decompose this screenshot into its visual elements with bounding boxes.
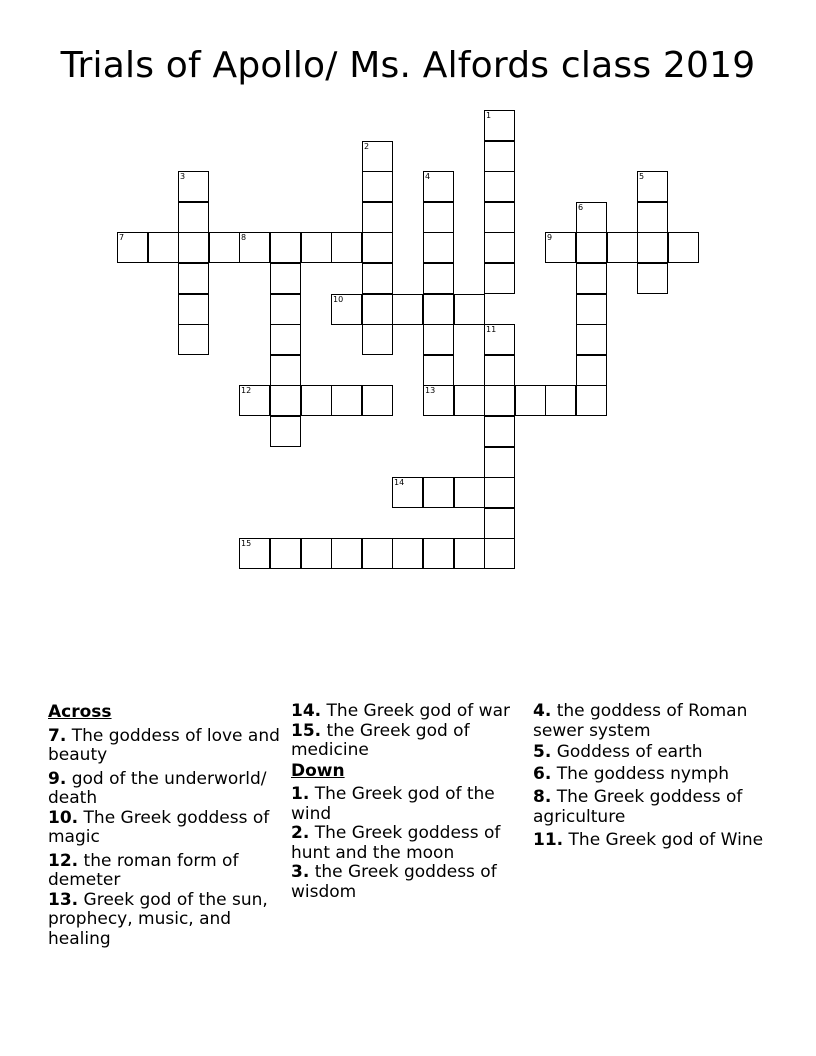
grid-cell[interactable] (423, 232, 454, 263)
grid-cell[interactable] (484, 508, 515, 539)
grid-cell[interactable] (484, 141, 515, 172)
clue-text: the goddess of Roman sewer system (533, 701, 748, 741)
clue-text: god of the underworld/ death (48, 768, 267, 808)
grid-cell[interactable] (239, 385, 270, 416)
clue-number: 3. (291, 862, 310, 882)
clue-down-2 (291, 824, 527, 863)
grid-cell[interactable] (239, 538, 270, 569)
grid-cell[interactable] (423, 171, 454, 202)
clue-down-6 (533, 765, 769, 785)
clue-number: 9. (48, 768, 67, 789)
grid-cell[interactable] (423, 477, 454, 508)
grid-cell[interactable] (117, 232, 148, 263)
clue-number-label: 14 (394, 478, 405, 487)
clue-number-label: 3 (180, 172, 186, 181)
clue-column-3 (533, 702, 769, 851)
grid-cell[interactable] (484, 110, 515, 141)
grid-cell[interactable] (637, 202, 668, 233)
clue-number: 4. (533, 701, 552, 721)
clue-number-label: 12 (241, 386, 252, 395)
clue-text: Greek god of the sun, prophecy, music, and healing (48, 889, 268, 949)
down-heading: Down (291, 760, 345, 781)
grid-cell[interactable] (423, 294, 454, 325)
grid-cell[interactable] (270, 232, 301, 263)
clue-down-3 (291, 863, 527, 902)
clue-across-9 (48, 770, 284, 809)
clue-number: 2. (291, 823, 310, 843)
grid-cell[interactable] (270, 355, 301, 386)
clue-number-label: 13 (425, 386, 436, 395)
grid-cell[interactable] (362, 385, 393, 416)
grid-cell[interactable] (484, 171, 515, 202)
clue-number-label: 8 (241, 233, 247, 242)
clue-text: The Greek goddess of agriculture (533, 787, 743, 827)
clue-down-1 (291, 785, 527, 824)
clue-text: The Greek goddess of hunt and the moon (291, 823, 501, 863)
clue-number: 1. (291, 784, 310, 804)
grid-cell[interactable] (545, 385, 576, 416)
grid-cell[interactable] (576, 385, 607, 416)
clue-across-12 (48, 852, 284, 891)
clue-text: The Greek goddess of magic (48, 807, 270, 847)
grid-cell[interactable] (545, 232, 576, 263)
grid-cell[interactable] (607, 232, 638, 263)
clue-across-13 (48, 891, 284, 950)
across-heading: Across (48, 702, 112, 722)
grid-cell[interactable] (331, 232, 362, 263)
clue-number: 5. (533, 742, 552, 762)
clue-number-label: 15 (241, 539, 252, 548)
clue-number: 10. (48, 807, 79, 828)
clue-number-label: 1 (486, 111, 492, 120)
clue-across-14 (291, 702, 527, 722)
clue-text: The Greek god of Wine (568, 830, 764, 850)
grid-cell[interactable] (301, 385, 332, 416)
grid-cell[interactable] (576, 294, 607, 325)
grid-cell[interactable] (484, 202, 515, 233)
clue-number: 8. (533, 787, 552, 807)
grid-cell[interactable] (576, 355, 607, 386)
clue-text: the roman form of demeter (48, 850, 239, 890)
grid-cell[interactable] (423, 263, 454, 294)
clue-text: the Greek goddess of wisdom (291, 862, 497, 902)
grid-cell[interactable] (270, 385, 301, 416)
grid-cell[interactable] (362, 263, 393, 294)
grid-cell[interactable] (362, 324, 393, 355)
grid-cell[interactable] (484, 385, 515, 416)
grid-cell[interactable] (423, 202, 454, 233)
grid-cell[interactable] (576, 232, 607, 263)
grid-cell[interactable] (454, 294, 485, 325)
clue-number-label: 9 (547, 233, 553, 242)
grid-cell[interactable] (423, 385, 454, 416)
grid-cell[interactable] (362, 202, 393, 233)
clue-across-10 (48, 809, 284, 848)
grid-cell[interactable] (484, 263, 515, 294)
grid-cell[interactable] (331, 385, 362, 416)
grid-cell[interactable] (484, 416, 515, 447)
clue-number: 15. (291, 720, 322, 741)
grid-cell[interactable] (270, 294, 301, 325)
grid-cell[interactable] (515, 385, 546, 416)
grid-cell[interactable] (148, 232, 179, 263)
grid-cell[interactable] (178, 171, 209, 202)
grid-cell[interactable] (270, 416, 301, 447)
clue-number-label: 6 (578, 203, 584, 212)
clue-column-2 (291, 702, 527, 902)
clue-text: The goddess nymph (556, 763, 730, 784)
grid-cell[interactable] (331, 538, 362, 569)
clue-across-15 (291, 722, 527, 761)
clue-number: 7. (48, 725, 67, 746)
grid-cell[interactable] (484, 477, 515, 508)
grid-cell[interactable] (270, 538, 301, 569)
grid-cell[interactable] (239, 232, 270, 263)
grid-cell[interactable] (454, 538, 485, 569)
clue-number-label: 10 (333, 295, 344, 304)
grid-cell[interactable] (484, 538, 515, 569)
clue-number: 12. (48, 850, 79, 871)
grid-cell[interactable] (484, 324, 515, 355)
grid-cell[interactable] (423, 324, 454, 355)
page-title: Trials of Apollo/ Ms. Alfords class 2019 (60, 45, 756, 86)
clue-number-label: 4 (425, 172, 431, 181)
clue-text: The Greek god of war (326, 701, 510, 721)
grid-cell[interactable] (178, 263, 209, 294)
clue-number-label: 11 (486, 325, 497, 334)
clue-down-11 (533, 831, 769, 851)
grid-cell[interactable] (668, 232, 699, 263)
clue-text: Goddess of earth (556, 742, 703, 762)
grid-cell[interactable] (301, 232, 332, 263)
grid-cell[interactable] (637, 171, 668, 202)
grid-cell[interactable] (362, 141, 393, 172)
grid-cell[interactable] (362, 538, 393, 569)
clue-column-1 (48, 702, 284, 949)
grid-cell[interactable] (484, 355, 515, 386)
grid-cell[interactable] (178, 324, 209, 355)
clue-number: 6. (533, 763, 552, 784)
grid-cell[interactable] (270, 324, 301, 355)
grid-cell[interactable] (178, 232, 209, 263)
clue-number-label: 5 (639, 172, 645, 181)
grid-cell[interactable] (576, 324, 607, 355)
clue-number-label: 2 (364, 142, 370, 151)
clue-number: 14. (291, 701, 322, 721)
grid-cell[interactable] (362, 171, 393, 202)
grid-cell[interactable] (301, 538, 332, 569)
grid-cell[interactable] (331, 294, 362, 325)
grid-cell[interactable] (392, 477, 423, 508)
clue-text: the Greek god of medicine (291, 720, 470, 760)
clue-down-8 (533, 788, 769, 827)
grid-cell[interactable] (423, 538, 454, 569)
grid-cell[interactable] (454, 385, 485, 416)
grid-cell[interactable] (637, 232, 668, 263)
grid-cell[interactable] (362, 232, 393, 263)
clue-number: 13. (48, 889, 79, 910)
grid-cell[interactable] (484, 447, 515, 478)
clue-text: The goddess of love and beauty (48, 725, 280, 765)
grid-cell[interactable] (484, 232, 515, 263)
grid-cell[interactable] (423, 355, 454, 386)
clue-down-4 (533, 702, 769, 741)
clue-number-label: 7 (119, 233, 125, 242)
grid-cell[interactable] (362, 294, 393, 325)
clue-text: The Greek god of the wind (291, 784, 495, 824)
grid-cell[interactable] (178, 202, 209, 233)
grid-cell[interactable] (637, 263, 668, 294)
grid-cell[interactable] (576, 263, 607, 294)
clue-down-5 (533, 743, 769, 763)
grid-cell[interactable] (392, 294, 423, 325)
clue-across-7 (48, 727, 284, 766)
grid-cell[interactable] (209, 232, 240, 263)
grid-cell[interactable] (178, 294, 209, 325)
clue-number: 11. (533, 830, 564, 850)
grid-cell[interactable] (392, 538, 423, 569)
grid-cell[interactable] (270, 263, 301, 294)
grid-cell[interactable] (454, 477, 485, 508)
grid-cell[interactable] (576, 202, 607, 233)
